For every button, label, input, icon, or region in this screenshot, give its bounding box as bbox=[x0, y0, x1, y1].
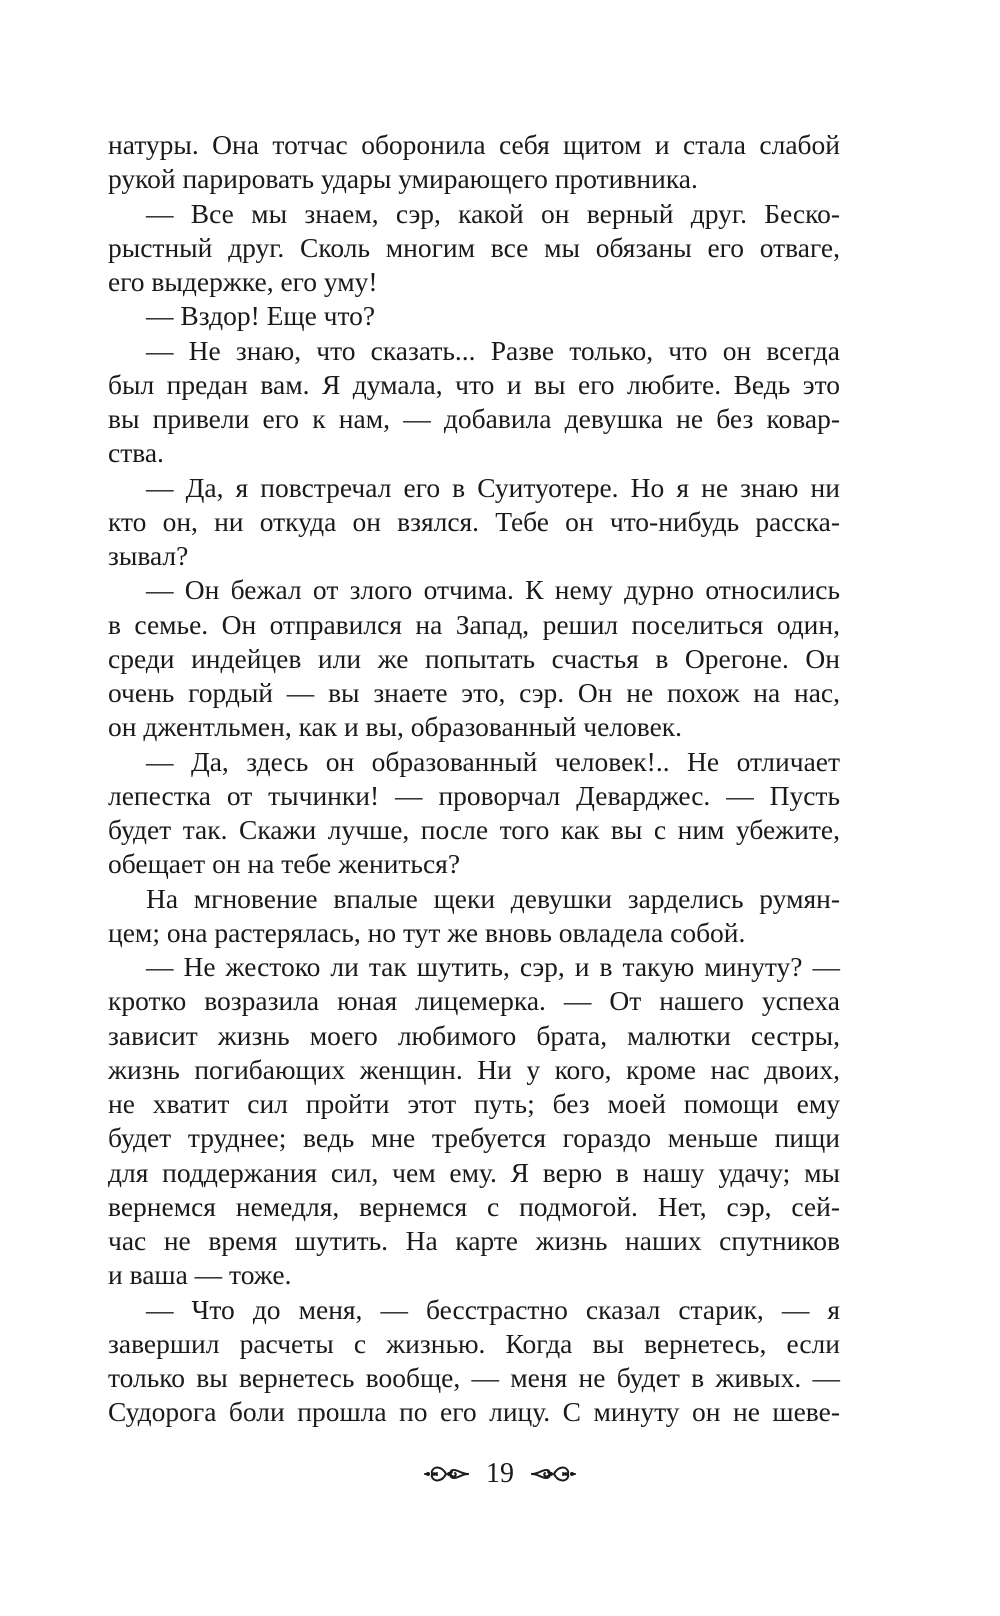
text-line: рукой парировать удары умирающего противника. bbox=[108, 163, 698, 195]
text-line: и ваша — тоже. bbox=[108, 1259, 292, 1291]
text-line: очень гордый — вы знаете это, сэр. Он не похож на нас, bbox=[108, 677, 840, 708]
text-line: натуры. Она тотчас оборонила себя щитом и стала слабой bbox=[108, 129, 840, 160]
text-line: час не время шутить. На карте жизнь наших спутников bbox=[108, 1225, 840, 1256]
text-line: завершил расчеты с жизнью. Когда вы вернетесь, если bbox=[108, 1327, 840, 1359]
text-line: зависит жизнь моего любимого брата, малютки сестры, bbox=[108, 1019, 840, 1051]
text-line: жизнь погибающих женщин. Ни у кого, кроме нас двоих, bbox=[108, 1053, 840, 1085]
text-line: только вы вернетесь вообще, — меня не будет в живых. — bbox=[108, 1362, 840, 1393]
text-line: цем; она растерялась, но тут же вновь овладела собой. bbox=[108, 916, 746, 948]
text-line: будет труднее; ведь мне требуется гораздо меньше пищи bbox=[108, 1122, 840, 1154]
text-line: для поддержания сил, чем ему. Я верю в нашу удачу; мы bbox=[108, 1156, 840, 1188]
text-line: На мгновение впалые щеки девушки зарделись румян- bbox=[146, 882, 840, 914]
text-line: был предан вам. Я думала, что и вы его любите. Ведь это bbox=[108, 368, 840, 400]
text-line: зывал? bbox=[108, 540, 189, 571]
text-line: не хватит сил пройти этот путь; без моей помощи ему bbox=[108, 1088, 840, 1119]
page-body bbox=[108, 128, 840, 1430]
text-line: — Что до меня, — бесстрастно сказал старик, — я bbox=[146, 1293, 840, 1325]
text-line: Судорога боли прошла по его лицу. С минуту он не шеве- bbox=[108, 1396, 840, 1428]
text-line: — Да, здесь он образованный человек!.. Не отличает bbox=[146, 745, 840, 777]
text-line: лепестка от тычинки! — проворчал Деварджес. — Пусть bbox=[108, 779, 840, 811]
text-line: — Вздор! Еще что? bbox=[146, 300, 376, 332]
text-line: — Не жестоко ли так шутить, сэр, и в такую минуту? — bbox=[146, 951, 840, 982]
text-line: вы привели его к нам, — добавила девушка не без ковар- bbox=[108, 403, 840, 434]
text-line: — Он бежал от злого отчима. К нему дурно относились bbox=[146, 574, 840, 606]
text-line: он джентльмен, как и вы, образованный человек. bbox=[108, 711, 683, 743]
page-footer bbox=[0, 1458, 1000, 1490]
text-line: обещает он на тебе жениться? bbox=[108, 848, 461, 880]
text-line: — Все мы знаем, сэр, какой он верный друг. Беско- bbox=[146, 197, 840, 229]
text-line: кто он, ни откуда он взялся. Тебе он что-нибудь расска- bbox=[108, 505, 840, 537]
text-line: кротко возразила юная лицемерка. — От нашего успеха bbox=[108, 985, 840, 1017]
page-number: 19 bbox=[486, 1458, 514, 1489]
flourish-left-icon bbox=[424, 1460, 470, 1488]
text-line: рыстный друг. Сколь многим все мы обязаны его отваге, bbox=[108, 231, 840, 263]
text-line: — Да, я повстречал его в Суитуотере. Но я не знаю ни bbox=[146, 471, 840, 503]
text-line: среди индейцев или же попытать счастья в Орегоне. Он bbox=[108, 642, 840, 674]
text-line: вернемся немедля, вернемся с подмогой. Нет, сэр, сей- bbox=[108, 1190, 840, 1222]
text-line: ства. bbox=[108, 437, 164, 469]
text-line: — Не знаю, что сказать... Разве только, что он всегда bbox=[146, 334, 840, 366]
flourish-right-icon bbox=[530, 1460, 576, 1488]
text-line: в семье. Он отправился на Запад, решил поселиться один, bbox=[108, 608, 840, 640]
text-line: будет так. Скажи лучше, после того как вы с ним убежите, bbox=[108, 814, 840, 845]
text-line: его выдержке, его уму! bbox=[108, 266, 378, 297]
